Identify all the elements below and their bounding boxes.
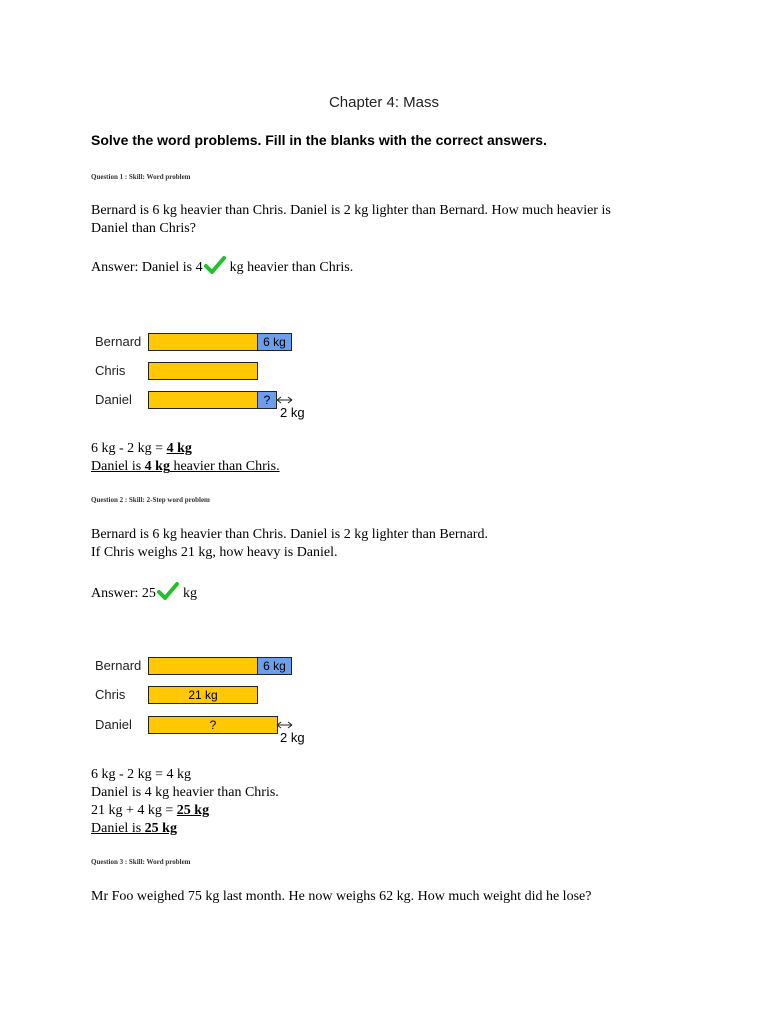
double-arrow-icon xyxy=(276,720,294,730)
working-result: 4 kg xyxy=(166,441,192,456)
page-title: Chapter 4: Mass xyxy=(328,94,440,111)
daniel-bar: ? xyxy=(148,716,278,734)
bar-label-bernard: Bernard xyxy=(95,334,142,349)
answer-suffix: kg xyxy=(182,586,197,601)
working-text: 6 kg - 2 kg = xyxy=(91,441,167,456)
chris-bar xyxy=(148,362,258,380)
answer-prefix: Answer: Daniel is 4 xyxy=(91,260,203,275)
question-2-working-line4 xyxy=(91,820,177,838)
instruction: Solve the word problems. Fill in the blanks with the correct answers. xyxy=(91,132,547,148)
working-result: 25 kg xyxy=(144,821,177,836)
working-text: 21 kg + 4 kg = xyxy=(91,803,177,818)
bar-label-daniel: Daniel xyxy=(95,717,132,732)
double-arrow-icon xyxy=(276,395,294,405)
answer-suffix: kg heavier than Chris. xyxy=(229,260,354,275)
difference-label: 2 kg xyxy=(280,730,305,745)
question-2-working-line1: 6 kg - 2 kg = 4 kg xyxy=(91,767,192,782)
working-result: 25 kg xyxy=(176,803,210,818)
working-text: Daniel is xyxy=(91,821,145,836)
question-1-answer xyxy=(91,256,353,277)
answer-prefix: Answer: 25 xyxy=(91,586,156,601)
question-1-text-line1: Bernard is 6 kg heavier than Chris. Daniel is 2 kg lighter than Bernard. How much heavier is xyxy=(91,203,611,218)
bernard-extra-bar: 6 kg xyxy=(257,333,292,351)
bernard-extra-bar: 6 kg xyxy=(257,657,292,675)
bar-label-chris: Chris xyxy=(95,363,126,378)
bernard-bar xyxy=(148,657,258,675)
checkmark-icon xyxy=(204,256,226,274)
question-1-label: Question 1 : Skill: Word problem xyxy=(91,173,191,181)
difference-label: 2 kg xyxy=(280,405,305,420)
question-2-working-line3 xyxy=(91,802,209,820)
question-1-working-line2 xyxy=(91,458,280,476)
question-2-text-line2: If Chris weighs 21 kg, how heavy is Daniel. xyxy=(91,545,338,560)
working-result: 4 kg xyxy=(144,459,170,474)
question-1-text-line2: Daniel than Chris? xyxy=(91,221,196,236)
question-2-text-line1: Bernard is 6 kg heavier than Chris. Daniel is 2 kg lighter than Bernard. xyxy=(91,527,488,542)
daniel-unknown-bar: ? xyxy=(257,391,277,409)
question-2-working-line2: Daniel is 4 kg heavier than Chris. xyxy=(91,785,279,800)
question-1-working-line1 xyxy=(91,440,192,458)
bar-label-chris: Chris xyxy=(95,687,126,702)
bernard-bar xyxy=(148,333,258,351)
question-3-text-line1: Mr Foo weighed 75 kg last month. He now weighs 62 kg. How much weight did he lose? xyxy=(91,889,592,904)
checkmark-icon xyxy=(157,582,179,600)
working-text: Daniel is xyxy=(91,459,145,474)
bar-label-daniel: Daniel xyxy=(95,392,132,407)
working-text: heavier than Chris. xyxy=(169,459,280,474)
question-3-label: Question 3 : Skill: Word problem xyxy=(91,858,191,866)
chris-bar: 21 kg xyxy=(148,686,258,704)
daniel-bar xyxy=(148,391,258,409)
question-2-answer xyxy=(91,582,197,603)
question-2-label: Question 2 : Skill: 2-Step word problem xyxy=(91,496,210,504)
bar-label-bernard: Bernard xyxy=(95,658,142,673)
